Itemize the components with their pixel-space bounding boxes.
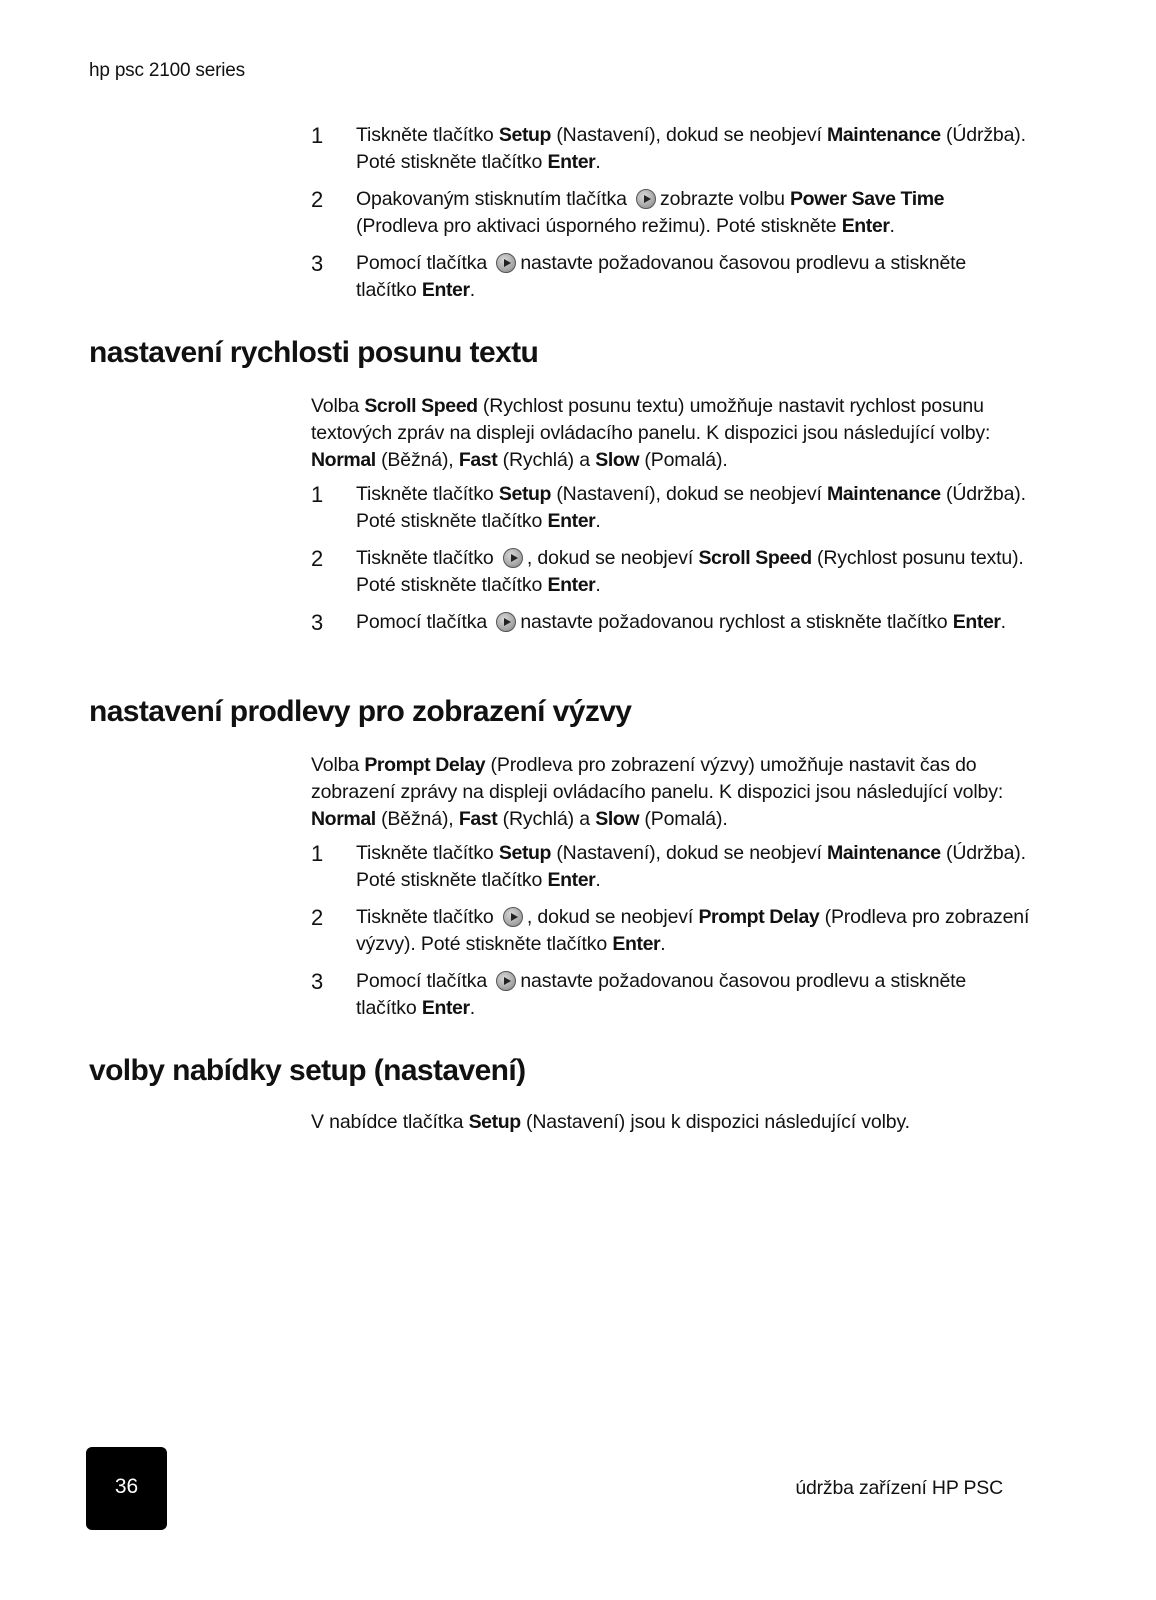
step-number: 3 [311, 251, 324, 276]
list-item [311, 481, 1031, 535]
list-item [311, 968, 1031, 1022]
right-arrow-button-icon [503, 907, 523, 927]
step-text: Tiskněte tlačítko , dokud se neobjeví Prompt Delay (Prodleva pro zobrazení výzvy). Poté stiskněte tlačítko Enter. [356, 906, 1030, 955]
running-header: hp psc 2100 series [89, 60, 245, 81]
step-number: 1 [311, 482, 324, 507]
right-arrow-button-icon [496, 612, 516, 632]
step-number: 1 [311, 123, 324, 148]
prompt-delay-steps [311, 840, 1031, 1032]
intro-steps [311, 122, 1031, 314]
list-item [311, 545, 1031, 599]
step-text: Tiskněte tlačítko Setup (Nastavení), dokud se neobjeví Maintenance (Údržba). Poté stiskněte tlačítko Enter. [356, 842, 1026, 891]
section-paragraph: V nabídce tlačítka Setup (Nastavení) jsou k dispozici následující volby. [311, 1111, 910, 1133]
step-text: Tiskněte tlačítko Setup (Nastavení), dokud se neobjeví Maintenance (Údržba). Poté stiskněte tlačítko Enter. [356, 483, 1026, 532]
section-paragraph: Volba Scroll Speed (Rychlost posunu textu) umožňuje nastavit rychlost posunu textových zpráv na displeji ovládacího panelu. K dispozici jsou následující volby: Normal (Běžná), Fast (Rychlá) a Slow (Pomalá). [311, 395, 991, 471]
right-arrow-button-icon [496, 971, 516, 991]
list-item [311, 250, 1031, 304]
scroll-speed-steps [311, 481, 1031, 646]
right-arrow-button-icon [496, 253, 516, 273]
right-arrow-button-icon [636, 189, 656, 209]
step-text: Pomocí tlačítka nastavte požadovanou časovou prodlevu a stiskněte tlačítko Enter. [356, 252, 967, 301]
section-heading-scroll-speed: nastavení rychlosti posunu textu [89, 336, 539, 369]
step-text: Pomocí tlačítka nastavte požadovanou rychlost a stiskněte tlačítko Enter. [356, 611, 1006, 633]
step-number: 2 [311, 546, 324, 571]
step-number: 2 [311, 187, 324, 212]
list-item [311, 904, 1031, 958]
section-heading-prompt-delay: nastavení prodlevy pro zobrazení výzvy [89, 695, 632, 728]
step-text: Pomocí tlačítka nastavte požadovanou časovou prodlevu a stiskněte tlačítko Enter. [356, 970, 967, 1019]
running-footer: údržba zařízení HP PSC [795, 1477, 1003, 1499]
page-number-tab [86, 1447, 167, 1530]
list-item [311, 840, 1031, 894]
list-item [311, 609, 1031, 636]
list-item [311, 186, 1031, 240]
step-number: 3 [311, 969, 324, 994]
list-item [311, 122, 1031, 176]
step-text: Opakovaným stisknutím tlačítka zobrazte volbu Power Save Time (Prodleva pro aktivaci úsporného režimu). Poté stiskněte Enter. [356, 188, 945, 237]
step-number: 2 [311, 905, 324, 930]
right-arrow-button-icon [503, 548, 523, 568]
page-number: 36 [114, 1475, 139, 1498]
step-number: 1 [311, 841, 324, 866]
section-paragraph: Volba Prompt Delay (Prodleva pro zobrazení výzvy) umožňuje nastavit čas do zobrazení zprávy na displeji ovládacího panelu. K dispozici jsou následující volby: Normal (Běžná), Fast (Rychlá) a Slow (Pomalá). [311, 754, 1004, 830]
section-heading-setup-options: volby nabídky setup (nastavení) [89, 1054, 526, 1087]
step-number: 3 [311, 610, 324, 635]
step-text: Tiskněte tlačítko , dokud se neobjeví Scroll Speed (Rychlost posunu textu). Poté stiskněte tlačítko Enter. [356, 547, 1024, 596]
step-text: Tiskněte tlačítko Setup (Nastavení), dokud se neobjeví Maintenance (Údržba). Poté stiskněte tlačítko Enter. [356, 124, 1026, 173]
